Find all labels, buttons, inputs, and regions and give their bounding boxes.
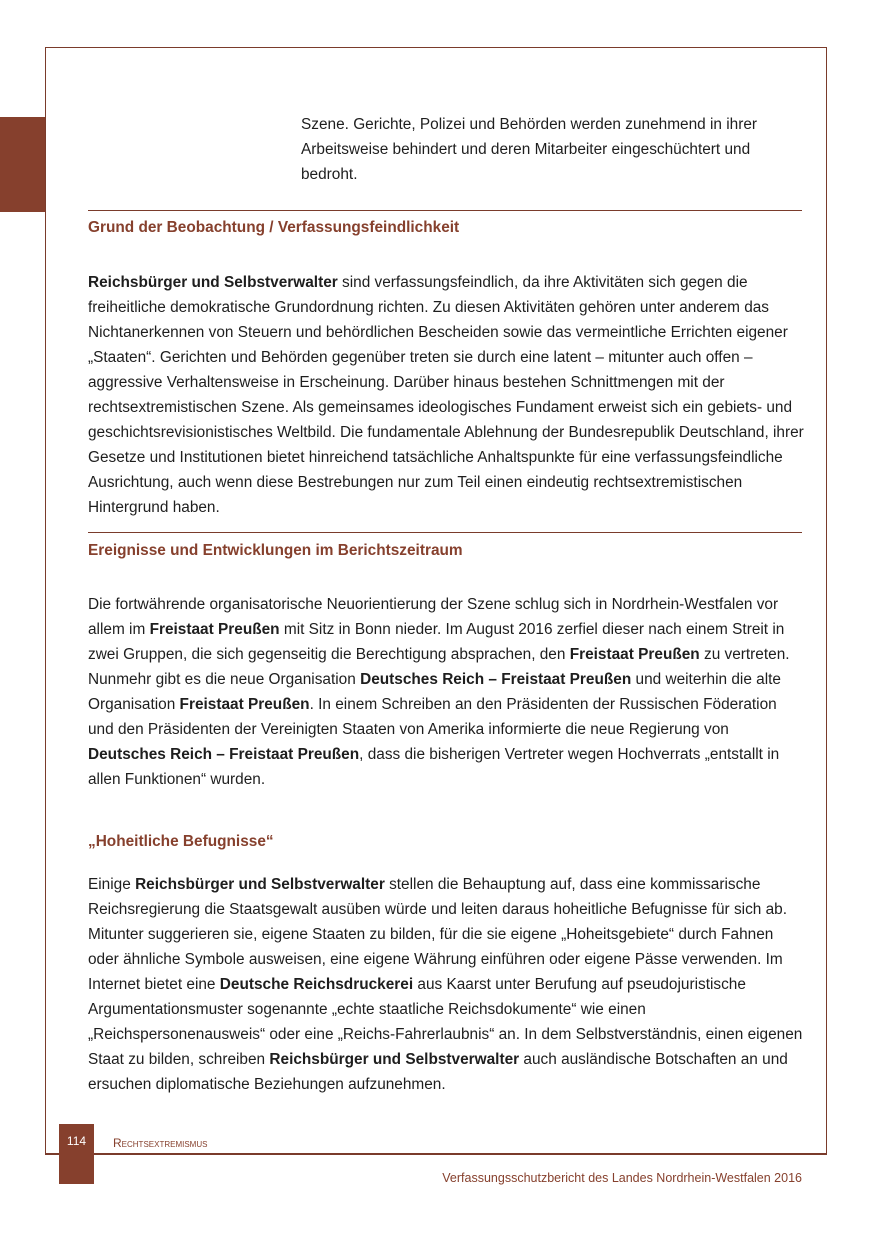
section-title-grund: Grund der Beobachtung / Verfassungsfeindlichkeit: [88, 219, 460, 236]
paragraph-text: stellen die Behauptung auf, dass eine kommissarische Reichsregierung die Staatsgewalt ausüben würde und leiten daraus hoheitliche Befugnisse für sich ab. Mitunter suggerieren sie, eigene Staaten zu bilden, für die sie eigene „Hoheitsgebiete“ durch Fahnen oder ähnliche Symbole ausweisen, eine eigene Währung einführen oder eigene Pässe verwenden. Im Internet bietet eine: [88, 876, 788, 993]
bold-term: Deutsches Reich – Freistaat Preußen: [360, 671, 632, 688]
paragraph-text: . In einem Schreiben an den Präsidenten der Russischen Föderation und den Präsidenten der Vereinigten Staaten von Amerika informierte die neue Regierung von: [88, 696, 777, 738]
paragraph-grund: [88, 270, 804, 520]
section-title-ereignisse: Ereignisse und Entwicklungen im Berichtszeitraum: [88, 542, 463, 559]
bold-term: Deutsches Reich – Freistaat Preußen: [88, 746, 360, 763]
paragraph-text: Einige: [88, 876, 136, 893]
paragraph-text: auch ausländische Botschaften an und ersuchen diplomatische Beziehungen aufzunehmen.: [88, 1051, 788, 1093]
paragraph-text: zu vertreten. Nunmehr gibt es die neue Organisation: [88, 646, 790, 688]
bold-term: Freistaat Preußen: [179, 696, 310, 713]
paragraph-text: Die fortwährende organisatorische Neuorientierung der Szene schlug sich in Nordrhein-Westfalen vor allem im: [88, 596, 779, 638]
subheading-hoheitliche-befugnisse: „Hoheitliche Befugnisse“: [88, 833, 274, 850]
paragraph-hoheit: [88, 872, 804, 1097]
section-divider: [88, 532, 802, 533]
paragraph-text: , dass die bisherigen Vertreter wegen Hochverrats „entstallt in allen Funktionen“ wurden.: [88, 746, 780, 788]
paragraph-text: mit Sitz in Bonn nieder. Im August 2016 zerfiel dieser nach einem Streit in zwei Gruppen, die sich gegenseitig die Berechtigung absprachen, den: [88, 621, 785, 663]
paragraph-text: und weiterhin die alte Organisation: [88, 671, 781, 713]
paragraph-ereignisse: [88, 592, 804, 792]
publication-title: Verfassungsschutzbericht des Landes Nordrhein-Westfalen 2016: [442, 1171, 802, 1185]
bold-term: Reichsbürger und Selbstverwalter: [269, 1051, 520, 1068]
paragraph-text: aus Kaarst unter Berufung auf pseudojuristische Argumentationsmuster sogenannte „echte staatliche Reichsdokumente“ wie einen „Reichspersonenausweis“ oder eine „Reichs-Fahrerlaubnis“ an. In dem Selbstverständnis, einen eigenen Staat zu bilden, schreiben: [88, 976, 803, 1068]
chapter-label: Rechtsextremismus: [113, 1136, 208, 1150]
page-number-box: [59, 1124, 94, 1184]
bold-term: Reichsbürger und Selbstverwalter: [88, 274, 338, 291]
bold-term: Reichsbürger und Selbstverwalter: [135, 876, 385, 893]
bold-term: Freistaat Preußen: [149, 621, 280, 638]
intro-paragraph: Szene. Gerichte, Polizei und Behörden werden zunehmend in ihrer Arbeitsweise behindert und deren Mitarbeiter eingeschüchtert und bedroht.: [301, 116, 758, 183]
section-divider: [88, 210, 802, 211]
bold-term: Deutsche Reichsdruckerei: [219, 976, 414, 993]
bold-term: Freistaat Preußen: [569, 646, 700, 663]
chapter-side-tab: [0, 117, 45, 212]
page-number: 114: [66, 1134, 87, 1148]
paragraph-text: sind verfassungsfeindlich, da ihre Aktivitäten sich gegen die freiheitliche demokratische Grundordnung richten. Zu diesen Aktivitäten gehören unter anderem das Nichtanerkennen von Steuern und behördlichen Bescheiden sowie das vermeintliche Errichten eigener „Staaten“. Gerichten und Behörden gegenüber treten sie durch eine latent – mitunter auch offen – aggressive Verhaltensweise in Erscheinung. Darüber hinaus bestehen Schnittmengen mit der rechtsextremistischen Szene. Als gemeinsames ideologisches Fundament erweist sich ein gebiets- und geschichtsrevisionistisches Weltbild. Die fundamentale Ablehnung der Bundesrepublik Deutschland, ihrer Gesetze und Institutionen bietet hinreichend tatsächliche Anhaltspunkte für eine verfassungsfeindliche Ausrichtung, auch wenn diese Bestrebungen nur zum Teil einen eindeutig rechtsextremistischen Hintergrund haben.: [88, 274, 804, 516]
